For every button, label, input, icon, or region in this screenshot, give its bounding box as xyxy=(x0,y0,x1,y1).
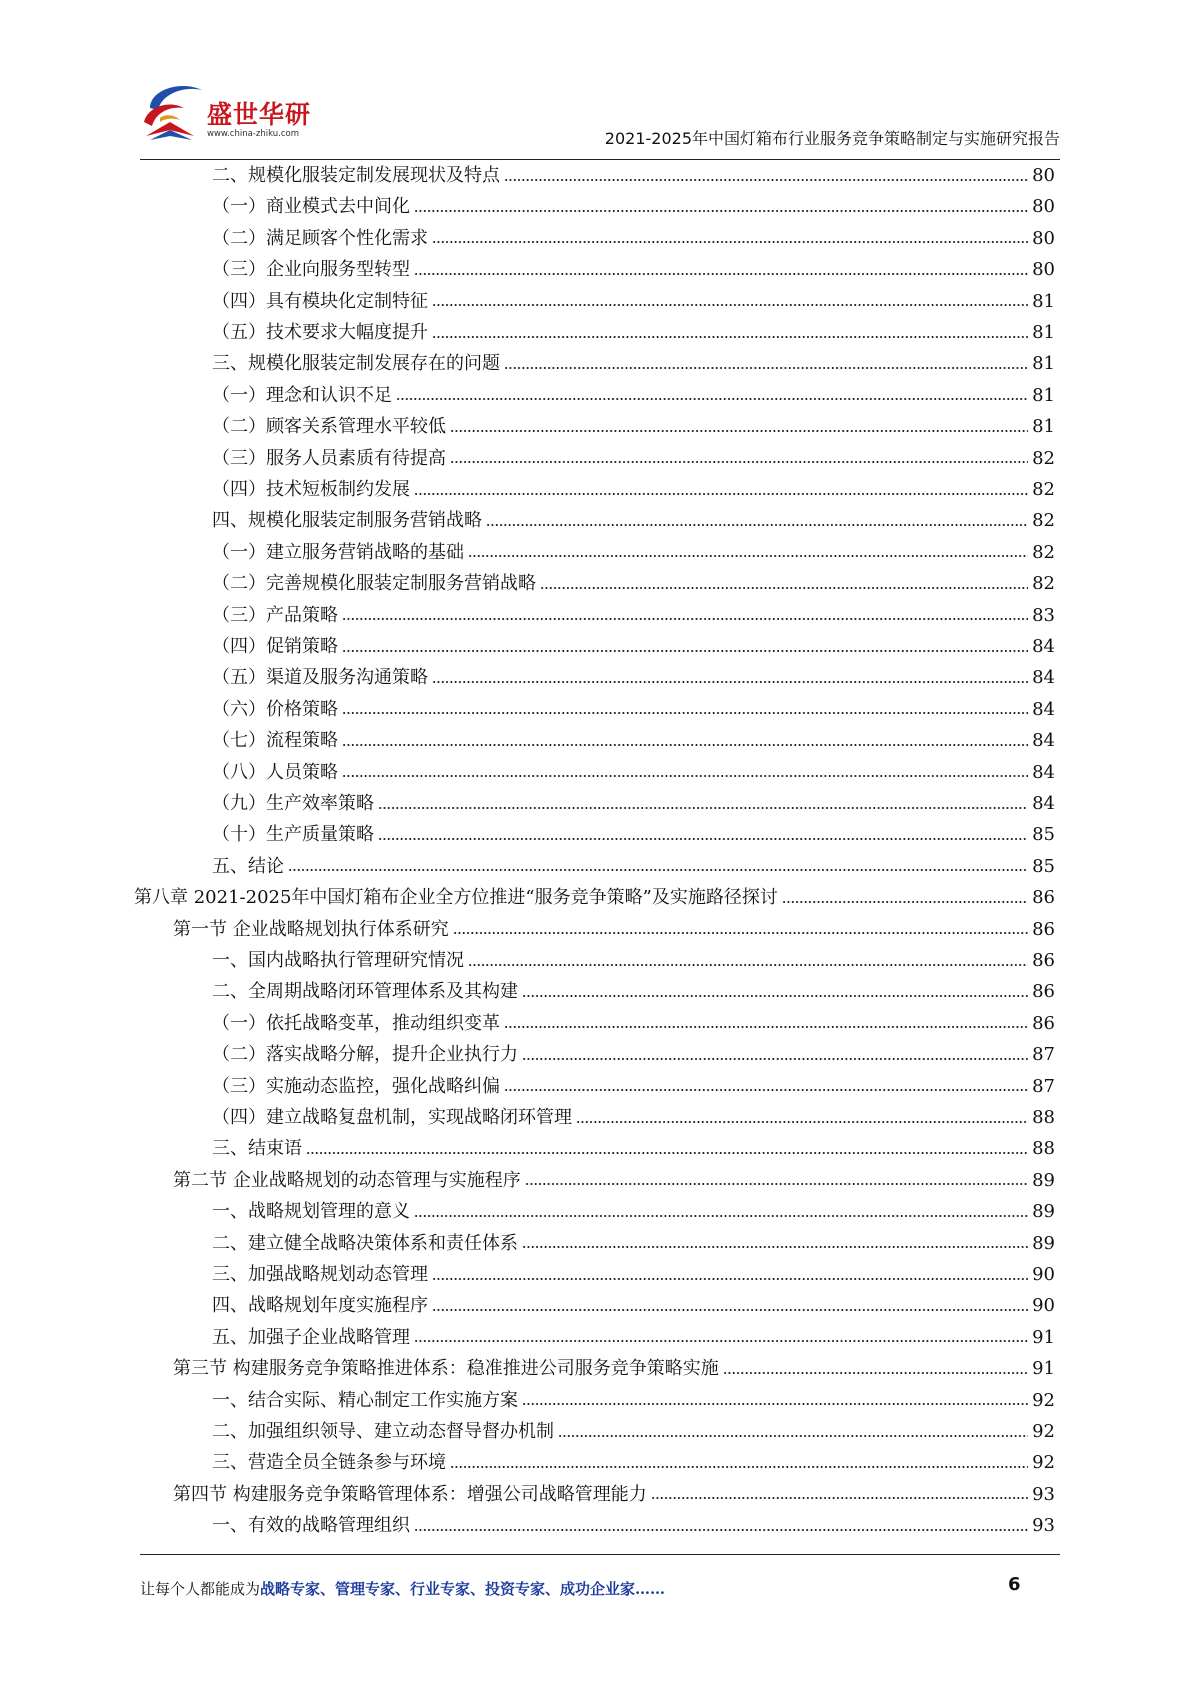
toc-entry[interactable] xyxy=(212,725,1055,756)
toc-entry-page: 84 xyxy=(1032,761,1055,783)
toc-leader-dots xyxy=(288,859,1028,873)
toc-leader-dots xyxy=(782,891,1028,905)
page-number: 6 xyxy=(1008,1574,1021,1595)
toc-entry-label: 三、结束语 xyxy=(212,1138,302,1160)
toc-leader-dots xyxy=(342,640,1028,654)
toc-entry-label: 一、有效的战略管理组织 xyxy=(212,1515,410,1537)
toc-entry[interactable] xyxy=(212,694,1055,725)
toc-entry-page: 85 xyxy=(1032,824,1055,846)
toc-entry-label: 第一节 企业战略规划执行体系研究 xyxy=(173,918,449,940)
toc-entry[interactable] xyxy=(212,976,1055,1007)
toc-entry-page: 89 xyxy=(1032,1169,1055,1191)
report-title: 2021-2025年中国灯箱布行业服务竞争策略制定与实施研究报告 xyxy=(604,129,1060,148)
footer-slogan-prefix: 让每个人都能成为 xyxy=(140,1580,261,1598)
brand-url: www.china-zhiku.com xyxy=(207,129,299,139)
toc-entry[interactable] xyxy=(212,1102,1055,1133)
toc-entry-label: （四）促销策略 xyxy=(212,636,338,657)
toc-entry-label: 第四节 构建服务竞争策略管理体系：增强公司战略管理能力 xyxy=(173,1483,647,1505)
toc-entry-page: 86 xyxy=(1032,981,1055,1003)
toc-entry-label: 二、全周期战略闭环管理体系及其构建 xyxy=(212,981,518,1003)
toc-leader-dots xyxy=(342,608,1028,622)
toc-leader-dots xyxy=(504,1016,1028,1030)
toc-entry[interactable] xyxy=(212,1133,1055,1164)
toc-leader-dots xyxy=(504,169,1028,183)
toc-entry-page: 92 xyxy=(1032,1452,1055,1474)
toc-entry-label: （四）具有模块化定制特征 xyxy=(212,290,428,312)
toc-entry-page: 87 xyxy=(1032,1075,1055,1097)
toc-entry-page: 86 xyxy=(1032,918,1055,940)
toc-entry-page: 81 xyxy=(1032,384,1055,406)
toc-entry[interactable] xyxy=(212,568,1055,599)
footer-slogan-emphasis: 战略专家、管理专家、行业专家、投资专家、成功企业家…… xyxy=(260,1580,666,1598)
toc-entry-page: 89 xyxy=(1032,1201,1055,1223)
toc-entry[interactable] xyxy=(134,882,1055,913)
toc-leader-dots xyxy=(504,357,1028,371)
toc-entry-label: （九）生产效率策略 xyxy=(212,793,374,814)
toc-entry-page: 81 xyxy=(1032,322,1055,343)
toc-leader-dots xyxy=(342,734,1028,748)
toc-entry-page: 80 xyxy=(1032,165,1055,186)
toc-entry-label: （五）渠道及服务沟通策略 xyxy=(212,667,428,689)
toc-entry-label: 五、加强子企业战略管理 xyxy=(212,1326,410,1348)
toc-entry-label: （二）完善规模化服装定制服务营销战略 xyxy=(212,573,536,595)
footer-divider xyxy=(140,1554,1060,1555)
footer-slogan xyxy=(140,1578,665,1599)
toc-entry-page: 91 xyxy=(1032,1358,1055,1380)
toc-entry[interactable] xyxy=(212,600,1055,631)
toc-entry-label: （三）产品策略 xyxy=(212,604,338,626)
toc-entry[interactable] xyxy=(212,1290,1055,1321)
toc-entry-page: 92 xyxy=(1032,1421,1055,1442)
page-header xyxy=(140,78,1060,158)
toc-leader-dots xyxy=(450,451,1028,465)
toc-entry-label: 第八章 2021-2025年中国灯箱布企业全方位推进“服务竞争策略”及实施路径探讨 xyxy=(134,887,778,909)
toc-entry-label: （八）人员策略 xyxy=(212,761,338,783)
toc-entry[interactable] xyxy=(212,411,1055,442)
toc-leader-dots xyxy=(414,1205,1028,1219)
toc-entry-label: （二）满足顾客个性化需求 xyxy=(212,227,428,249)
toc-entry[interactable] xyxy=(212,317,1055,348)
toc-leader-dots xyxy=(504,1079,1028,1093)
toc-entry-page: 82 xyxy=(1032,541,1055,563)
toc-leader-dots xyxy=(651,1487,1028,1501)
toc-entry[interactable] xyxy=(212,1447,1055,1478)
toc-entry[interactable] xyxy=(212,191,1055,222)
toc-entry-page: 89 xyxy=(1032,1232,1055,1254)
toc-leader-dots xyxy=(432,294,1028,308)
toc-entry-label: （二）落实战略分解，提升企业执行力 xyxy=(212,1044,518,1066)
toc-entry[interactable] xyxy=(173,914,1055,945)
toc-entry-label: 三、规模化服装定制发展存在的问题 xyxy=(212,353,500,375)
toc-entry-page: 88 xyxy=(1032,1138,1055,1160)
toc-entry-page: 84 xyxy=(1032,636,1055,657)
toc-leader-dots xyxy=(342,702,1028,716)
toc-leader-dots xyxy=(378,828,1028,842)
toc-entry-label: 三、营造全员全链条参与环境 xyxy=(212,1452,446,1474)
toc-entry[interactable] xyxy=(212,662,1055,693)
toc-entry-page: 88 xyxy=(1032,1107,1055,1128)
toc-leader-dots xyxy=(306,1142,1028,1156)
toc-entry-label: 二、加强组织领导、建立动态督导督办机制 xyxy=(212,1421,554,1442)
toc-entry[interactable] xyxy=(212,1071,1055,1102)
toc-entry-page: 80 xyxy=(1032,227,1055,249)
toc-entry-page: 81 xyxy=(1032,353,1055,375)
toc-entry-label: 三、加强战略规划动态管理 xyxy=(212,1264,428,1285)
toc-entry-label: （七）流程策略 xyxy=(212,730,338,752)
toc-entry-page: 85 xyxy=(1032,855,1055,877)
toc-leader-dots xyxy=(396,388,1028,402)
toc-leader-dots xyxy=(432,1268,1028,1282)
toc-entry-label: （三）服务人员素质有待提高 xyxy=(212,447,446,469)
toc-leader-dots xyxy=(414,263,1028,277)
toc-entry-page: 93 xyxy=(1032,1483,1055,1505)
toc-leader-dots xyxy=(522,1048,1028,1062)
toc-leader-dots xyxy=(468,954,1028,968)
toc-leader-dots xyxy=(468,545,1028,559)
toc-entry-label: 第二节 企业战略规划的动态管理与实施程序 xyxy=(173,1169,521,1191)
toc-entry-page: 91 xyxy=(1032,1326,1055,1348)
toc-entry-label: 一、战略规划管理的意义 xyxy=(212,1201,410,1223)
toc-entry[interactable] xyxy=(212,254,1055,285)
toc-leader-dots xyxy=(450,1456,1028,1470)
toc-entry-page: 84 xyxy=(1032,667,1055,689)
toc-leader-dots xyxy=(432,326,1028,340)
toc-leader-dots xyxy=(558,1425,1028,1439)
toc-entry[interactable] xyxy=(212,348,1055,379)
toc-entry-page: 81 xyxy=(1032,416,1055,438)
toc-entry[interactable] xyxy=(173,1479,1055,1510)
toc-entry-label: （十）生产质量策略 xyxy=(212,824,374,846)
toc-entry[interactable] xyxy=(212,1039,1055,1070)
toc-entry[interactable] xyxy=(173,1165,1055,1196)
toc-entry-page: 80 xyxy=(1032,196,1055,218)
toc-entry-label: （一）依托战略变革，推动组织变革 xyxy=(212,1012,500,1034)
toc-entry-page: 93 xyxy=(1032,1515,1055,1537)
toc-leader-dots xyxy=(486,514,1028,528)
toc-entry[interactable] xyxy=(212,1322,1055,1353)
toc-leader-dots xyxy=(414,1330,1028,1344)
toc-leader-dots xyxy=(378,797,1028,811)
toc-entry-label: （二）顾客关系管理水平较低 xyxy=(212,416,446,438)
toc-entry[interactable] xyxy=(212,1416,1055,1447)
toc-entry-page: 80 xyxy=(1032,259,1055,281)
toc-entry-label: （三）企业向服务型转型 xyxy=(212,259,410,281)
toc-entry[interactable] xyxy=(212,1510,1055,1541)
toc-leader-dots xyxy=(525,1173,1028,1187)
toc-leader-dots xyxy=(414,200,1028,214)
toc-entry[interactable] xyxy=(212,631,1055,662)
toc-entry[interactable] xyxy=(212,851,1055,882)
toc-entry-page: 82 xyxy=(1032,479,1055,500)
toc-entry-label: （六）价格策略 xyxy=(212,698,338,720)
toc-entry[interactable] xyxy=(212,788,1055,819)
toc-entry-label: （三）实施动态监控，强化战略纠偏 xyxy=(212,1075,500,1097)
toc-entry[interactable] xyxy=(212,1259,1055,1290)
toc-leader-dots xyxy=(432,231,1028,245)
toc-entry[interactable] xyxy=(212,474,1055,505)
toc-entry[interactable] xyxy=(212,1228,1055,1259)
toc-leader-dots xyxy=(414,1519,1028,1533)
toc-leader-dots xyxy=(414,483,1028,497)
toc-leader-dots xyxy=(453,922,1028,936)
toc-entry[interactable] xyxy=(212,945,1055,976)
toc-entry[interactable] xyxy=(212,537,1055,568)
toc-entry[interactable] xyxy=(212,380,1055,411)
toc-entry-page: 84 xyxy=(1032,730,1055,752)
toc-entry[interactable] xyxy=(212,1196,1055,1227)
toc-leader-dots xyxy=(540,577,1028,591)
toc-entry[interactable] xyxy=(212,223,1055,254)
toc-entry[interactable] xyxy=(212,160,1055,191)
toc-entry[interactable] xyxy=(212,1385,1055,1416)
toc-entry[interactable] xyxy=(212,819,1055,850)
toc-entry-page: 82 xyxy=(1032,573,1055,595)
toc-leader-dots xyxy=(522,1393,1028,1407)
toc-leader-dots xyxy=(450,420,1028,434)
toc-entry-label: 二、规模化服装定制发展现状及特点 xyxy=(212,165,500,186)
toc-leader-dots xyxy=(522,985,1028,999)
toc-entry-label: 四、战略规划年度实施程序 xyxy=(212,1295,428,1317)
toc-entry[interactable] xyxy=(212,443,1055,474)
toc-entry-page: 87 xyxy=(1032,1044,1055,1066)
toc-entry-label: （五）技术要求大幅度提升 xyxy=(212,322,428,343)
toc-leader-dots xyxy=(576,1111,1028,1125)
toc-entry-label: （一）建立服务营销战略的基础 xyxy=(212,541,464,563)
toc-leader-dots xyxy=(432,1299,1028,1313)
toc-entry-page: 82 xyxy=(1032,510,1055,532)
toc-entry[interactable] xyxy=(212,505,1055,536)
toc-entry-page: 84 xyxy=(1032,793,1055,814)
toc-entry-label: 四、规模化服装定制服务营销战略 xyxy=(212,510,482,532)
toc-entry[interactable] xyxy=(212,757,1055,788)
toc-entry-page: 81 xyxy=(1032,290,1055,312)
toc-entry-label: （四）技术短板制约发展 xyxy=(212,479,410,500)
toc-entry-label: 一、结合实际、精心制定工作实施方案 xyxy=(212,1389,518,1411)
toc-entry-page: 90 xyxy=(1032,1264,1055,1285)
toc-entry-label: （四）建立战略复盘机制，实现战略闭环管理 xyxy=(212,1107,572,1128)
toc-entry-label: 二、建立健全战略决策体系和责任体系 xyxy=(212,1232,518,1254)
toc-leader-dots xyxy=(723,1362,1028,1376)
toc-entry-label: （一）商业模式去中间化 xyxy=(212,196,410,218)
toc-entry-label: （一）理念和认识不足 xyxy=(212,384,392,406)
toc-entry-label: 第三节 构建服务竞争策略推进体系：稳准推进公司服务竞争策略实施 xyxy=(173,1358,719,1380)
toc-entry-page: 84 xyxy=(1032,698,1055,720)
toc-entry-page: 86 xyxy=(1032,950,1055,971)
toc-leader-dots xyxy=(432,671,1028,685)
toc-entry-label: 一、国内战略执行管理研究情况 xyxy=(212,950,464,971)
toc-entry-label: 五、结论 xyxy=(212,855,284,877)
toc-leader-dots xyxy=(522,1236,1028,1250)
toc-entry-page: 82 xyxy=(1032,447,1055,469)
brand-name: 盛世华研 xyxy=(207,100,312,129)
toc-entry-page: 86 xyxy=(1032,887,1055,909)
toc-entry-page: 83 xyxy=(1032,604,1055,626)
toc-entry-page: 90 xyxy=(1032,1295,1055,1317)
toc-leader-dots xyxy=(342,765,1028,779)
toc-entry[interactable] xyxy=(173,1353,1055,1384)
toc-entry[interactable] xyxy=(212,286,1055,317)
toc-entry-page: 92 xyxy=(1032,1389,1055,1411)
toc-entry-page: 86 xyxy=(1032,1012,1055,1034)
toc-entry[interactable] xyxy=(212,1008,1055,1039)
